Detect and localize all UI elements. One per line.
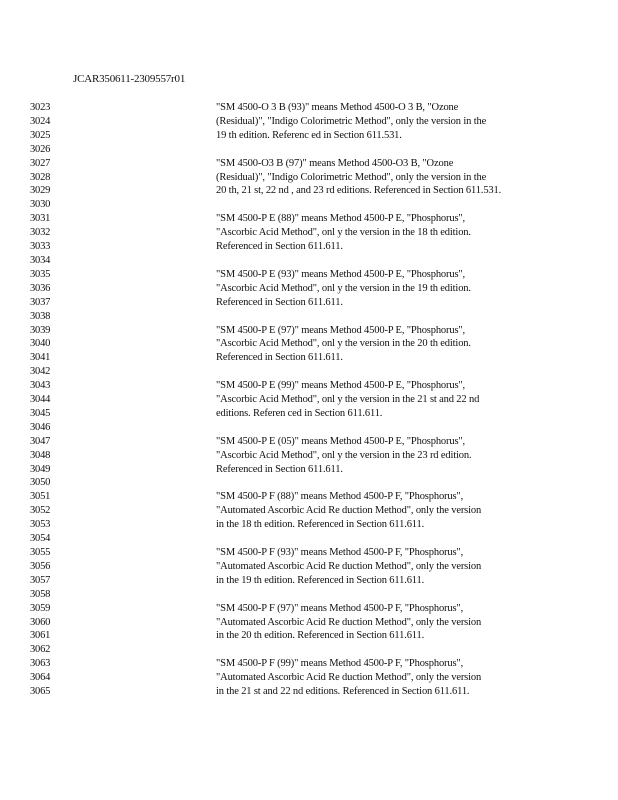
line-number: 3038 <box>30 310 51 322</box>
line-number: 3051 <box>30 491 51 503</box>
definition-line: "Ascorbic Acid Method", onl y the version in the 21 st and 22 nd <box>216 394 480 406</box>
definition-line: 20 th, 21 st, 22 nd , and 23 rd editions. Referenced in Section 611.531. <box>216 185 502 197</box>
line-number: 3063 <box>30 658 51 670</box>
definition-line: "SM 4500-P F (99)" means Method 4500-P F, "Phosphorus", <box>216 658 464 670</box>
line-number: 3043 <box>30 380 51 392</box>
blank-line <box>216 588 538 602</box>
definition-line: in the 18 th edition. Referenced in Section 611.611. <box>216 519 425 531</box>
line-number: 3052 <box>30 505 51 517</box>
line-number: 3033 <box>30 241 51 253</box>
line-number: 3050 <box>30 477 51 489</box>
definition-entry <box>216 602 538 644</box>
blank-line <box>216 143 538 157</box>
definition-entry <box>216 435 538 477</box>
definition-line: (Residual)", "Indigo Colorimetric Method", only the version in the <box>216 171 487 183</box>
definition-line: "SM 4500-P E (05)" means Method 4500-P E, "Phosphorus", <box>216 435 466 447</box>
line-number: 3060 <box>30 616 51 628</box>
definition-line: "Automated Ascorbic Acid Re duction Method", only the version <box>216 672 482 684</box>
definition-line: "SM 4500-P E (93)" means Method 4500-P E, "Phosphorus", <box>216 268 466 280</box>
line-number: 3027 <box>30 157 51 169</box>
line-number: 3029 <box>30 185 51 197</box>
line-number: 3026 <box>30 143 51 155</box>
line-number: 3025 <box>30 129 51 141</box>
line-number: 3045 <box>30 407 51 419</box>
line-number: 3056 <box>30 560 51 572</box>
definition-entry <box>216 212 538 254</box>
line-number: 3028 <box>30 171 51 183</box>
blank-line <box>216 476 538 490</box>
definition-entry <box>216 657 538 699</box>
line-number: 3053 <box>30 519 51 531</box>
line-number: 3044 <box>30 394 51 406</box>
definition-entry <box>216 324 538 366</box>
line-number: 3039 <box>30 324 51 336</box>
line-number: 3023 <box>30 102 51 113</box>
definition-entry <box>216 546 538 588</box>
definition-line: in the 20 th edition. Referenced in Section 611.611. <box>216 630 425 642</box>
definition-line: "SM 4500-P F (97)" means Method 4500-P F, "Phosphorus", <box>216 602 464 614</box>
definition-entry <box>216 490 538 532</box>
blank-line <box>216 643 538 657</box>
definition-line: "Automated Ascorbic Acid Re duction Method", only the version <box>216 616 482 628</box>
line-number: 3041 <box>30 352 51 364</box>
definition-line: "SM 4500-O 3 B (93)" means Method 4500-O 3 B, "Ozone <box>216 102 459 113</box>
document-header-id: JCAR350611-2309557r01 <box>73 73 186 85</box>
definition-line: "Ascorbic Acid Method", onl y the version in the 19 th edition. <box>216 282 471 294</box>
line-number: 3065 <box>30 686 51 698</box>
definition-line: "Ascorbic Acid Method", onl y the version in the 20 th edition. <box>216 338 471 350</box>
definition-line: (Residual)", "Indigo Colorimetric Method", only the version in the <box>216 115 487 127</box>
line-number: 3037 <box>30 296 51 308</box>
line-number: 3032 <box>30 227 51 239</box>
definition-line: "SM 4500-P E (97)" means Method 4500-P E, "Phosphorus", <box>216 324 466 336</box>
blank-line <box>216 254 538 268</box>
definition-line: "SM 4500-P F (93)" means Method 4500-P F, "Phosphorus", <box>216 547 464 558</box>
definitions-column <box>216 101 538 699</box>
definition-line: Referenced in Section 611.611. <box>216 241 343 253</box>
blank-line <box>216 532 538 546</box>
definition-line: "SM 4500-P E (99)" means Method 4500-P E, "Phosphorus", <box>216 380 466 392</box>
definition-line: "SM 4500-O3 B (97)" means Method 4500-O3 B, "Ozone <box>216 157 454 169</box>
definition-entry <box>216 379 538 421</box>
line-number: 3058 <box>30 588 51 600</box>
definition-entry <box>216 157 538 199</box>
definition-entry <box>216 268 538 310</box>
definition-line: Referenced in Section 611.611. <box>216 352 343 364</box>
line-number: 3030 <box>30 199 51 211</box>
line-number: 3047 <box>30 435 51 447</box>
line-number: 3036 <box>30 282 51 294</box>
definition-line: Referenced in Section 611.611. <box>216 463 343 475</box>
line-number: 3055 <box>30 547 51 558</box>
line-number: 3057 <box>30 574 51 586</box>
definition-line: "SM 4500-P E (88)" means Method 4500-P E, "Phosphorus", <box>216 213 466 225</box>
definition-line: in the 21 st and 22 nd editions. Referenced in Section 611.611. <box>216 686 470 698</box>
blank-line <box>216 421 538 435</box>
line-number: 3024 <box>30 115 51 127</box>
definition-line: editions. Referen ced in Section 611.611. <box>216 407 383 419</box>
line-number: 3034 <box>30 254 51 266</box>
line-number: 3048 <box>30 449 51 461</box>
line-number: 3046 <box>30 421 51 433</box>
line-number: 3059 <box>30 602 51 614</box>
definition-line: 19 th edition. Referenc ed in Section 611.531. <box>216 129 402 141</box>
definition-line: "Ascorbic Acid Method", onl y the version in the 18 th edition. <box>216 227 471 239</box>
line-number: 3054 <box>30 533 51 545</box>
blank-line <box>216 310 538 324</box>
line-number: 3061 <box>30 630 51 642</box>
line-number: 3042 <box>30 366 51 378</box>
definition-entry <box>216 101 538 143</box>
blank-line <box>216 198 538 212</box>
blank-line <box>216 365 538 379</box>
definition-line: in the 19 th edition. Referenced in Section 611.611. <box>216 574 425 586</box>
definition-line: Referenced in Section 611.611. <box>216 296 343 308</box>
line-number: 3035 <box>30 268 51 280</box>
line-number: 3031 <box>30 213 51 225</box>
line-number-column <box>30 101 50 699</box>
definition-line: "Automated Ascorbic Acid Re duction Method", only the version <box>216 505 482 517</box>
definition-line: "SM 4500-P F (88)" means Method 4500-P F, "Phosphorus", <box>216 491 464 503</box>
line-number: 3062 <box>30 644 51 656</box>
line-number: 3049 <box>30 463 51 475</box>
line-number: 3040 <box>30 338 51 350</box>
line-number: 3064 <box>30 672 51 684</box>
definition-line: "Automated Ascorbic Acid Re duction Method", only the version <box>216 560 482 572</box>
definition-line: "Ascorbic Acid Method", onl y the version in the 23 rd edition. <box>216 449 472 461</box>
